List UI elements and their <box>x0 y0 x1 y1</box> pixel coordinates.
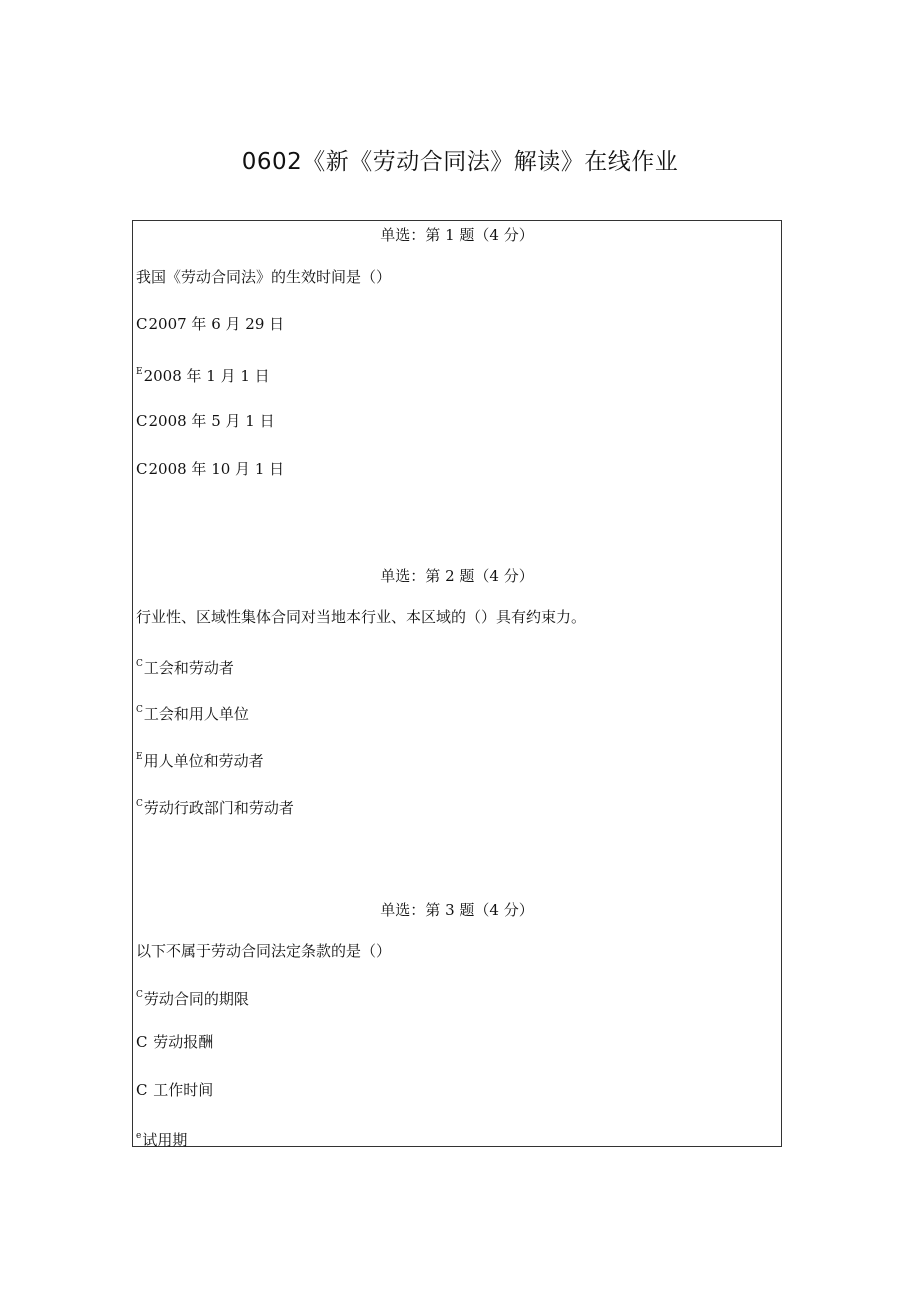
option-label: 工会和劳动者 <box>143 659 234 677</box>
option-label: 试用期 <box>142 1131 188 1149</box>
radio-marker[interactable]: C <box>136 705 143 715</box>
question-3-header: 单选：第 3 题（4 分） <box>380 901 534 919</box>
option-label: 劳动报酬 <box>153 1033 214 1051</box>
option-label: 劳动行政部门和劳动者 <box>143 799 294 817</box>
q1-option-a[interactable] <box>136 313 284 335</box>
option-label: 2008 年 1 月 1 日 <box>143 367 270 385</box>
q2-option-b[interactable] <box>136 699 249 725</box>
q2-option-d[interactable] <box>136 793 294 819</box>
option-label: 劳动合同的期限 <box>143 990 249 1008</box>
question-2-header: 单选：第 2 题（4 分） <box>380 567 534 585</box>
q3-option-b[interactable] <box>136 1031 213 1053</box>
q1-option-c[interactable] <box>136 410 275 432</box>
radio-marker[interactable]: C <box>136 1081 148 1099</box>
q1-option-b[interactable] <box>136 361 270 387</box>
option-label: 2008 年 5 月 1 日 <box>148 412 275 430</box>
q2-option-a[interactable] <box>136 653 234 679</box>
question-3-text: 以下不属于劳动合同法定条款的是（） <box>136 942 392 960</box>
radio-marker[interactable]: E <box>136 367 143 377</box>
q3-option-d[interactable] <box>136 1125 187 1151</box>
radio-marker[interactable]: e <box>136 1131 142 1141</box>
radio-marker[interactable]: C <box>136 460 148 478</box>
question-2-text: 行业性、区域性集体合同对当地本行业、本区域的（）具有约束力。 <box>136 608 587 626</box>
radio-marker[interactable]: C <box>136 315 148 333</box>
q1-option-d[interactable] <box>136 458 284 480</box>
question-1-header: 单选：第 1 题（4 分） <box>380 226 534 244</box>
radio-marker[interactable]: E <box>136 752 143 762</box>
page-title: 0602《新《劳动合同法》解读》在线作业 <box>241 149 679 175</box>
radio-marker[interactable]: C <box>136 799 143 809</box>
option-label: 工会和用人单位 <box>143 705 249 723</box>
quiz-table <box>132 220 782 1147</box>
q2-option-c[interactable] <box>136 746 264 772</box>
question-1-text: 我国《劳动合同法》的生效时间是（） <box>136 268 392 286</box>
option-label: 2008 年 10 月 1 日 <box>148 460 285 478</box>
radio-marker[interactable]: C <box>136 412 148 430</box>
q3-option-a[interactable] <box>136 984 249 1010</box>
q3-option-c[interactable] <box>136 1079 213 1101</box>
radio-marker[interactable]: C <box>136 990 143 1000</box>
radio-marker[interactable]: C <box>136 1033 148 1051</box>
radio-marker[interactable]: C <box>136 659 143 669</box>
option-label: 2007 年 6 月 29 日 <box>148 315 285 333</box>
option-label: 工作时间 <box>153 1081 214 1099</box>
option-label: 用人单位和劳动者 <box>143 752 264 770</box>
